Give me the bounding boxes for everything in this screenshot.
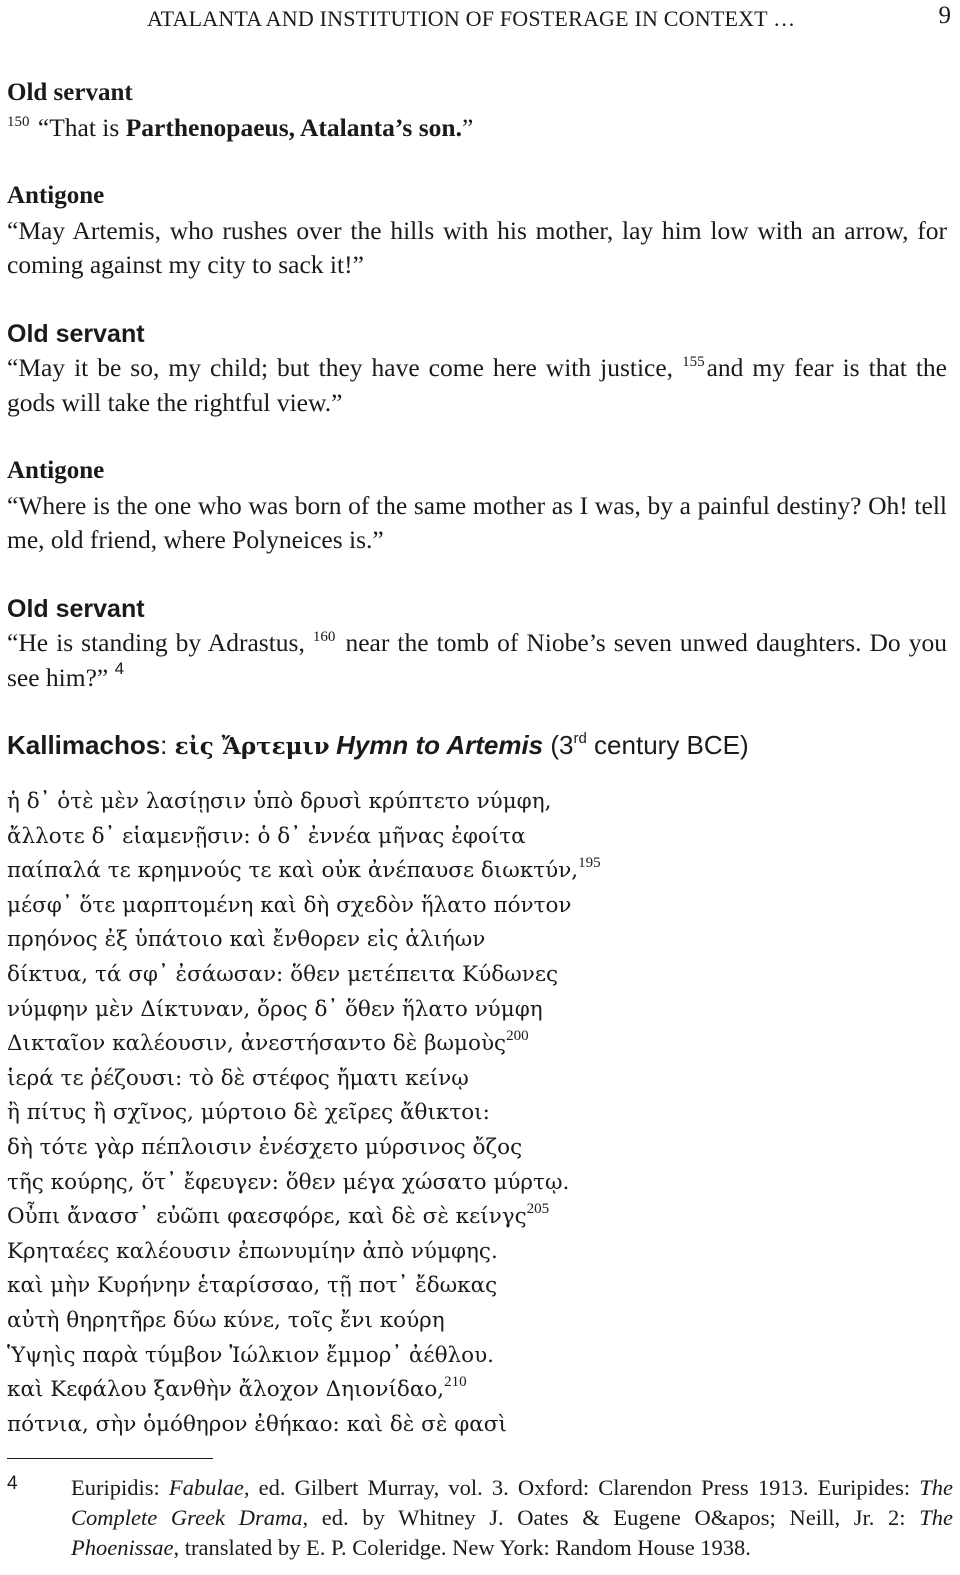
poem-line [7, 1373, 947, 1408]
speech-text [7, 626, 947, 695]
poem-line-text: δίκτυα, τά σφ᾽ ἐσάωσαν: ὅθεν μετέπειτα Κύδωνες [7, 961, 559, 987]
dialogue-block-4 [7, 454, 947, 558]
footnote-fragment: , ed. Gilbert Murray, vol. 3. Oxford: Clarendon Press 1913. Euripides: [243, 1475, 920, 1500]
speaker-label: Antigone [7, 182, 105, 209]
poem-line-text: Δικταῖον καλέουσιν, ἀνεστήσαντο δὲ βωμοὺς [7, 1031, 507, 1057]
poem-line-text: ἄλλοτε δ᾽ εἱαμενῇσιν: ὁ δ᾽ ἐννέα μῆνας ἐφοίτα [7, 823, 526, 849]
poem-line-text: ἡ δ᾽ ὁτὲ μὲν λασίῃσιν ὑπὸ δρυσὶ κρύπτετο νύμφη, [7, 789, 552, 814]
poem-line [7, 958, 947, 993]
speech-fragment: “He is standing by Adrastus, [7, 628, 313, 657]
page-number: 9 [938, 2, 951, 29]
dialogue-block-5 [7, 592, 947, 696]
heading-author: Kallimachos [7, 730, 161, 760]
poem-line [7, 889, 947, 924]
running-header [7, 2, 953, 32]
poem-line [7, 1062, 947, 1097]
poem-line-text: τῆς κούρης, ὅτ᾽ ἔφευγεν: ὅθεν μέγα χώσατο μύρτῳ. [7, 1169, 570, 1195]
line-number: 160 [312, 629, 336, 645]
poem-line-text: δὴ τότε γὰρ πέπλοισιν ἐνέσχετο μύρσινος ὄζος [7, 1134, 523, 1160]
dialogue-block-3 [7, 317, 947, 421]
heading-colon: : [160, 730, 175, 760]
heading-work-title: Hymn to Artemis [336, 730, 544, 760]
speaker-label: Old servant [7, 594, 145, 623]
poem-line [7, 1304, 947, 1339]
speech-fragment: and my fear is that the gods will take the rightful view.” [7, 353, 948, 417]
heading-date [543, 730, 749, 760]
speech-fragment: “That is [37, 112, 126, 142]
poem-line [7, 1096, 947, 1131]
footnote-fragment: , ed. by Whitney J. Oates & Eugene O&apos; Neill, Jr. 2: [302, 1505, 920, 1530]
poem-line-text: Ὑψηὶς παρὰ τύμβον Ἰώλκιον ἔμμορ᾽ ἀέθλου. [7, 1342, 494, 1368]
footnote-fragment: Euripidis: [71, 1475, 169, 1500]
footnote-italic: Fabulae [168, 1475, 244, 1500]
greek-poem [7, 785, 947, 1442]
poem-line [7, 854, 947, 889]
speech-fragment: ” [461, 112, 474, 142]
poem-line-text: Κρηταέες καλέουσιν ἐπωνυμίην ἀπὸ νύμφης. [7, 1238, 498, 1264]
poem-line [7, 1339, 947, 1374]
speech-fragment: “May it be so, my child; but they have come here with justice, [7, 353, 683, 382]
heading-date-sup: rd [573, 730, 587, 747]
poem-line [7, 923, 947, 958]
poem-line-number: 205 [526, 1201, 550, 1218]
section-heading [7, 730, 749, 761]
footnote [7, 1473, 953, 1563]
line-number: 155 [682, 354, 705, 370]
speaker-label: Antigone [7, 457, 105, 484]
poem-line-text: Οὖπι ἄνασσ᾽ εὐῶπι φαεσφόρε, καὶ δὲ σὲ κείνγς [7, 1204, 527, 1230]
poem-line [7, 820, 947, 855]
dialogue-block-2 [7, 179, 947, 283]
dialogue-block-1 [7, 76, 947, 145]
footnote-italic: The Phoenissae [71, 1505, 953, 1560]
poem-line [7, 785, 947, 820]
poem-line [7, 1027, 947, 1062]
speech-text: “Where is the one who was born of the same mother as I was, by a painful destiny? Oh! tell me, old friend, where Polyneices is.” [7, 490, 947, 554]
footnote-text [71, 1473, 953, 1563]
poem-line [7, 993, 947, 1028]
poem-line [7, 1200, 947, 1235]
speaker-label: Old servant [7, 79, 133, 106]
speech-text: “May Artemis, who rushes over the hills with his mother, lay him low with an arrow, for coming against my city to sack it!” [7, 215, 947, 279]
heading-date-part: century BCE) [586, 730, 749, 760]
footnote-reference[interactable]: 4 [114, 658, 125, 678]
poem-line [7, 1235, 947, 1270]
speech-bold-fragment: Parthenopaeus, Atalanta’s son. [125, 112, 462, 142]
poem-line-number: 210 [444, 1374, 467, 1391]
poem-line-text: μέσφ᾽ ὅτε μαρπτομένη καὶ δὴ σχεδὸν ἥλατο πόντον [7, 892, 572, 918]
poem-line-number: 195 [578, 855, 601, 872]
dialogue-section [7, 76, 947, 695]
speech-text [7, 351, 947, 420]
line-number: 150 [7, 113, 30, 130]
poem-line [7, 1166, 947, 1201]
poem-line-text: αὐτὴ θηρητῆρε δύω κύνε, τοῖς ἔνι κούρη [7, 1307, 445, 1333]
poem-line-text: ἱερά τε ῥέζουσι: τὸ δὲ στέφος ἤματι κείνῳ [7, 1065, 469, 1091]
poem-line-text: πρηόνος ἐξ ὑπάτοιο καὶ ἔνθορεν εἰς ἁλιήων [7, 927, 486, 953]
poem-line-text: πότνια, σὴν ὁμόθηρον ἐθήκαο: καὶ δὲ σὲ φασὶ [7, 1411, 507, 1437]
footnote-marker: 4 [7, 1473, 18, 1494]
speech-text [7, 111, 947, 146]
speaker-label: Old servant [7, 319, 145, 348]
poem-line-text: ἢ πίτυς ἢ σχῖνος, μύρτοιο δὲ χεῖρες ἄθικτοι: [7, 1100, 490, 1126]
poem-line-text: καὶ Κεφάλου ξανθὴν ἄλοχον Δηιονίδαο, [7, 1377, 445, 1403]
poem-line [7, 1131, 947, 1166]
poem-line-text: καὶ μὴν Κυρήνην ἑταρίσσαο, τῇ ποτ᾽ ἔδωκας [7, 1273, 498, 1299]
poem-line-number: 200 [506, 1028, 529, 1045]
footnote-divider [7, 1458, 213, 1459]
poem-line-text: νύμφην μὲν Δίκτυναν, ὄρος δ᾽ ὅθεν ἥλατο νύμφη [7, 996, 543, 1022]
poem-line-text: παίπαλά τε κρημνούς τε καὶ οὐκ ἀνέπαυσε διωκτύν, [7, 858, 579, 884]
speech-fragment: near the tomb of Niobe’s seven unwed daughters. Do you see him?” [7, 628, 947, 692]
running-title: ATALANTA AND INSTITUTION OF FOSTERAGE IN CONTEXT … [147, 6, 796, 31]
heading-greek-title: εἰς Ἄρτεμιν [174, 733, 330, 760]
footnote-italic: The Complete Greek Drama [71, 1475, 954, 1530]
heading-date-part: (3 [543, 730, 574, 760]
footnote-fragment: , translated by E. P. Coleridge. New York: Random House 1938. [173, 1535, 751, 1560]
poem-line [7, 1269, 947, 1304]
poem-line [7, 1408, 947, 1443]
